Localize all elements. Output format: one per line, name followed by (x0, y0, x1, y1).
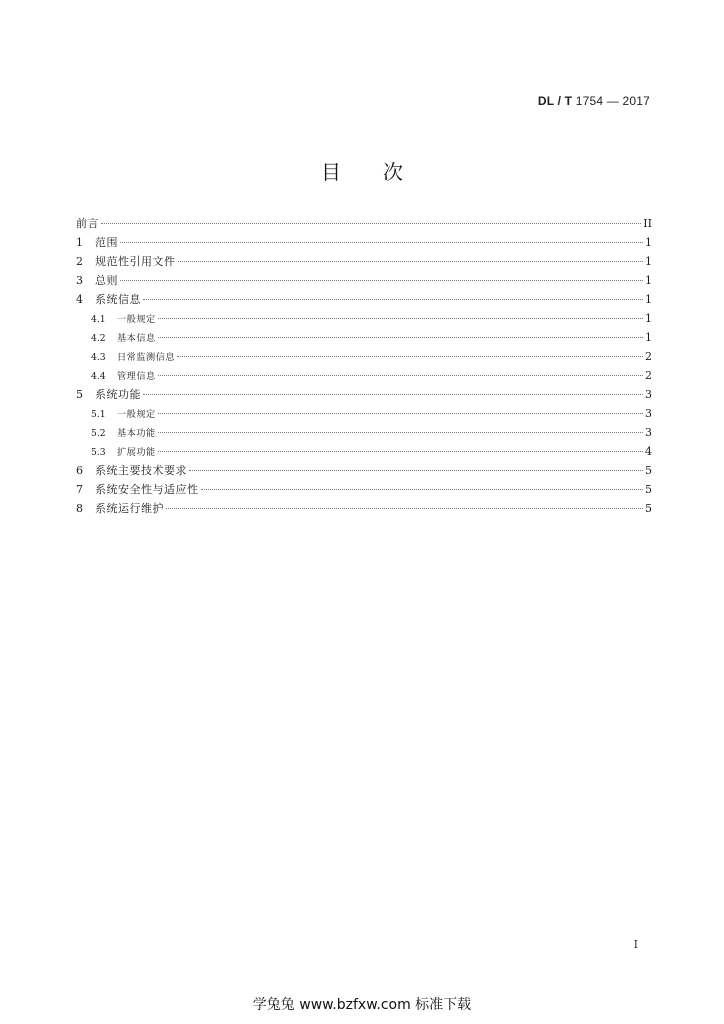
toc-entry-page: 3 (645, 426, 652, 439)
toc-entry-label: 基本信息 (117, 333, 156, 344)
document-code-prefix: DL / T (537, 94, 573, 108)
toc-entry-label: 系统运行维护 (95, 502, 164, 515)
toc-entry-label: 基本功能 (117, 428, 156, 439)
toc-entry-page: 1 (645, 312, 652, 325)
toc-entry-number: 6 (76, 464, 83, 477)
toc-entry-page: II (643, 217, 652, 230)
toc-entry-page: 2 (645, 350, 652, 363)
dot-leader (143, 383, 643, 395)
toc-entry-page: 3 (645, 407, 652, 420)
toc-entry-label: 规范性引用文件 (95, 255, 176, 268)
toc-entry-number: 2 (76, 255, 83, 268)
dot-leader (158, 402, 643, 414)
toc-entry-number: 1 (76, 236, 83, 249)
footer-watermark[interactable]: 学兔兔 www.bzfxw.com 标准下载 (252, 997, 472, 1013)
dot-leader (120, 231, 643, 243)
toc-entry-number: 4.2 (91, 333, 106, 344)
toc-entry-label: 一般规定 (117, 409, 156, 420)
dot-leader (178, 250, 644, 262)
document-code-number: 1754 — 2017 (572, 94, 650, 108)
toc-entry[interactable] (76, 499, 652, 518)
toc-entry-page: 4 (645, 445, 652, 458)
toc-entry-page: 5 (645, 483, 652, 496)
toc-entry-label: 总则 (95, 274, 118, 287)
dot-leader (166, 497, 643, 509)
toc-entry-number: 5.2 (91, 428, 106, 439)
toc-entry-label: 管理信息 (117, 371, 156, 382)
table-of-contents (76, 214, 652, 518)
dot-leader (201, 478, 644, 490)
page-number: I (633, 938, 638, 951)
toc-entry-number: 4.3 (91, 352, 106, 363)
toc-entry-page: 3 (645, 388, 652, 401)
toc-entry-label: 系统安全性与适应性 (95, 483, 199, 496)
toc-entry-label: 系统主要技术要求 (95, 464, 187, 477)
toc-entry-number: 5.1 (91, 409, 106, 420)
toc-entry-number: 4.1 (91, 314, 106, 325)
dot-leader (101, 212, 641, 224)
dot-leader (158, 421, 643, 433)
toc-entry-number: 5 (76, 388, 83, 401)
toc-entry-label: 范围 (95, 236, 118, 249)
toc-entry-number: 4.4 (91, 371, 106, 382)
dot-leader (189, 459, 643, 471)
toc-entry-page: 2 (645, 369, 652, 382)
toc-entry-label: 系统信息 (95, 293, 141, 306)
toc-entry-page: 5 (645, 502, 652, 515)
dot-leader (158, 440, 643, 452)
toc-entry-label: 系统功能 (95, 388, 141, 401)
toc-entry-label: 前言 (76, 217, 99, 230)
dot-leader (158, 326, 643, 338)
toc-entry-label: 日常监测信息 (117, 352, 176, 363)
toc-entry-number: 7 (76, 483, 83, 496)
toc-entry-label: 扩展功能 (117, 447, 156, 458)
dot-leader (120, 269, 643, 281)
toc-entry-page: 5 (645, 464, 652, 477)
document-code (538, 94, 650, 108)
toc-entry-page: 1 (645, 293, 652, 306)
toc-entry-number: 3 (76, 274, 83, 287)
toc-entry-page: 1 (645, 255, 652, 268)
dot-leader (158, 364, 643, 376)
toc-entry-page: 1 (645, 236, 652, 249)
toc-entry-page: 1 (645, 331, 652, 344)
dot-leader (177, 345, 643, 357)
toc-entry-page: 1 (645, 274, 652, 287)
toc-entry-number: 8 (76, 502, 83, 515)
dot-leader (143, 288, 643, 300)
toc-entry-number: 4 (76, 293, 83, 306)
toc-entry-number: 5.3 (91, 447, 106, 458)
dot-leader (158, 307, 643, 319)
toc-title: 目次 (321, 160, 445, 184)
toc-entry-label: 一般规定 (117, 314, 156, 325)
